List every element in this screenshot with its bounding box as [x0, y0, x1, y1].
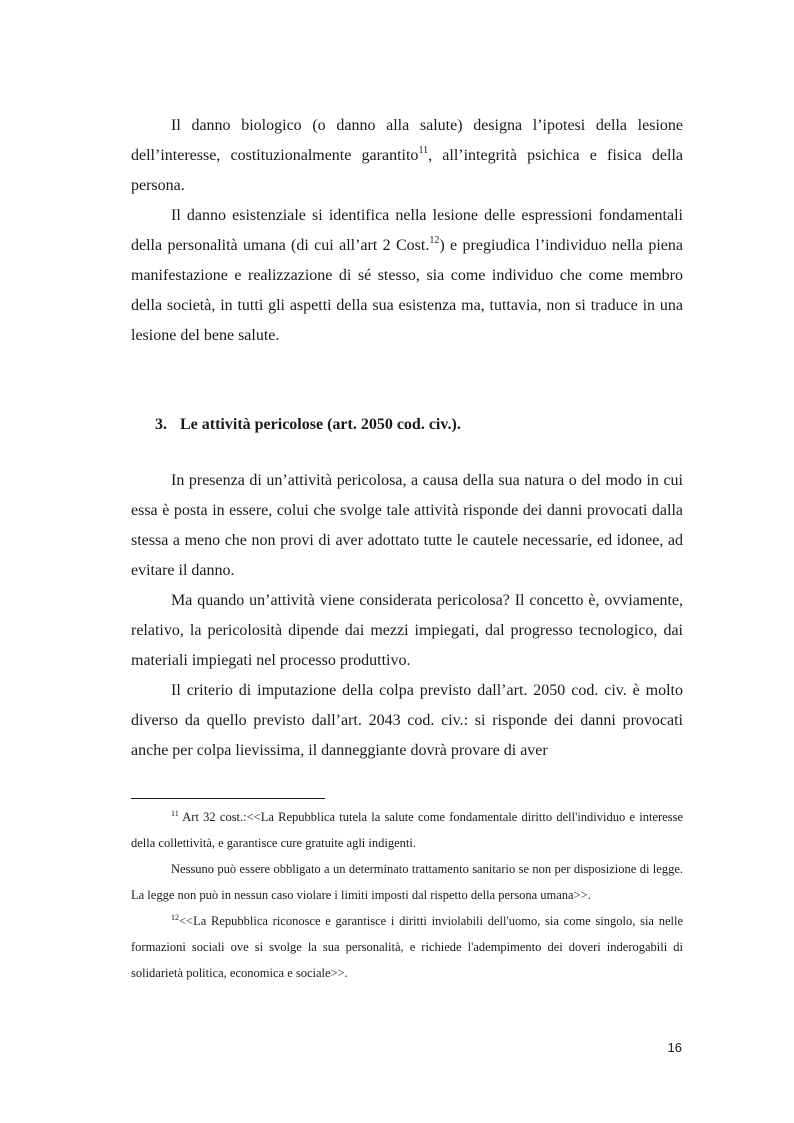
footnote-separator [131, 798, 325, 799]
paragraph: Il danno esistenziale si identifica nella lesione delle espressioni fondamentali della personalità umana (di cui all’art 2 Cost.$^{12}$) e pregiudica l’individuo nella piena manifestazione e realizzazione di sé stesso, sia come individuo che come membro della società, in tutti gli aspetti della sua esistenza ma, tuttavia, non si traduce in una lesione del bene salute. [131, 207, 683, 344]
paragraph: Ma quando un’attività viene considerata pericolosa? Il concetto è, ovviamente, relativo, la pericolosità dipende dai mezzi impiegati, dal progresso tecnologico, dai materiali impiegati nel processo produttivo. [131, 592, 683, 669]
paragraph: In presenza di un’attività pericolosa, a causa della sua natura o del modo in cui essa è posta in essere, colui che svolge tale attività risponde dei danni provocati dalla stessa a meno che non provi di aver adottato tutte le cautele necessarie, ed idonee, ad evitare il danno. [131, 472, 683, 579]
footnote-number: 12 [171, 913, 179, 922]
footnotes [131, 804, 683, 986]
section-number: 3. [155, 416, 167, 433]
paragraph: Il criterio di imputazione della colpa previsto dall’art. 2050 cod. civ. è molto diverso da quello previsto dall’art. 2043 cod. civ.: si risponde dei danni provocati anche per colpa lievissima, il danneggiante dovrà provare di aver [131, 682, 683, 759]
section-title: Le attività pericolose (art. 2050 cod. civ.). [180, 416, 461, 433]
page-number: 16 [667, 1040, 682, 1055]
footnote-ref: 11 [418, 145, 429, 156]
footnote: $^{12}$<<La Repubblica riconosce e garantisce i diritti inviolabili dell'uomo, sia come singolo, sia nelle formazioni sociali ove si svolge la sua personalità, e richiede l'adempimento dei doveri inderogabili di solidarietà politica, economica e sociale>>. [131, 913, 683, 980]
footnote-number: 11 [171, 809, 179, 818]
footnote-continuation: Nessuno può essere obbligato a un determinato trattamento sanitario se non per disposizione di legge. La legge non può in nessun caso violare i limiti imposti dal rispetto della persona umana>>. [131, 862, 683, 902]
footnote: $^{11}$ Art 32 cost.:<<La Repubblica tutela la salute come fondamentale diritto dell'individuo e interesse della collettività, e garantisce cure gratuite agli indigenti. [131, 809, 683, 850]
paragraph: Il danno biologico (o danno alla salute) designa l’ipotesi della lesione dell’interesse, costituzionalmente garantito$^{11}$, all’integrità psichica e fisica della persona. [131, 117, 684, 194]
section-heading [155, 410, 461, 440]
body-text-top [131, 111, 683, 351]
body-text-bottom [131, 466, 683, 766]
footnote-ref: 12 [429, 235, 440, 246]
